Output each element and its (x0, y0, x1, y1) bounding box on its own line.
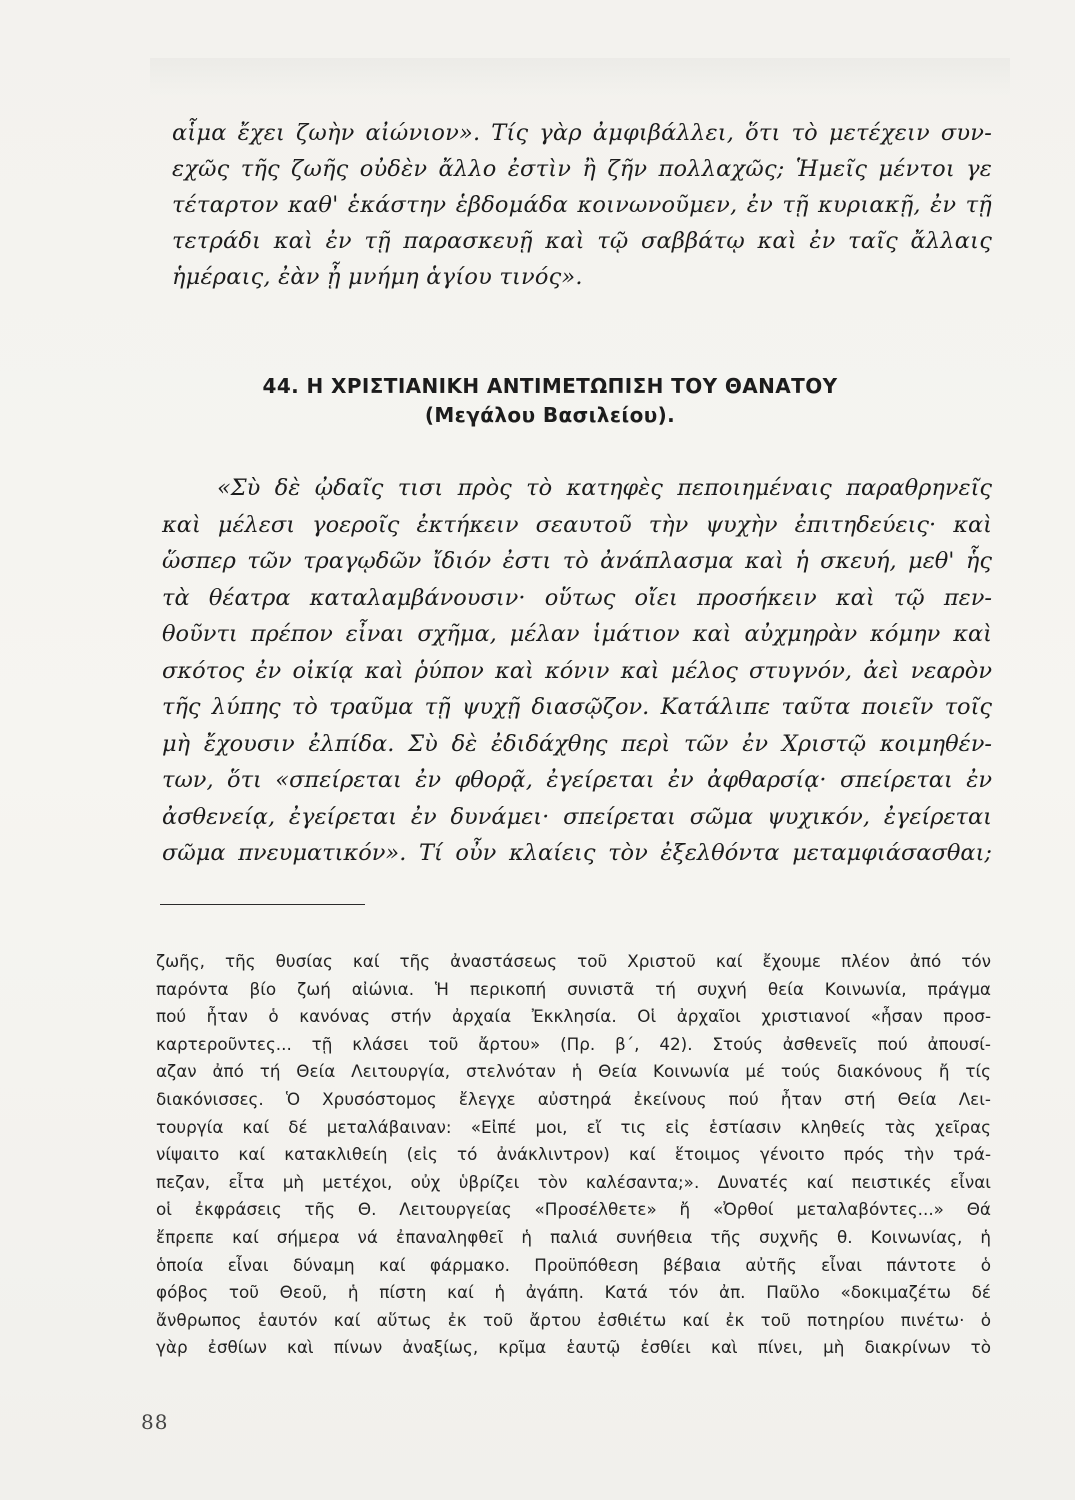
text-line: καὶ μέλεσι γοεροῖς ἐκτήκειν σεαυτοῦ τὴν ψυχὴν ἐπιτηδεύεις· καὶ (162, 511, 992, 538)
text-line: ὁποία εἶναι δύναμη καί φάρμακο. Προϋπόθεση βέβαια αὐτῆς εἶναι πάντοτε ὁ (156, 1254, 991, 1275)
text-line: των, ὅτι «σπείρεται ἐν φθορᾷ, ἐγείρεται ἐν ἀφθαρσίᾳ· σπείρεται ἐν (162, 767, 992, 793)
text-line: νίψαιτο καί κατακλιθείη (εἰς τό ἀνάκλιντρον) καί ἕτοιμος γένοιτο πρός τὴν τρά- (156, 1144, 991, 1165)
text-line: καρτεροῦντες... τῇ κλάσει τοῦ ἄρτου» (Πρ. β΄, 42). Στούς ἀσθενεῖς πού ἀπουσί- (156, 1033, 991, 1054)
section-subtitle: (Μεγάλου Βασιλείου). (424, 403, 676, 427)
text-line: μὴ ἔχουσιν ἐλπίδα. Σὺ δὲ ἐδιδάχθης περὶ τῶν ἐν Χριστῷ κοιμηθέν- (162, 730, 992, 757)
text-line: οἱ ἐκφράσεις τῆς Θ. Λειτουργείας «Προσέλθετε» ἤ «Ὀρθοί μεταλαβόντες...» Θά (156, 1199, 991, 1220)
section-title: 44. Η ΧΡΙΣΤΙΑΝΙΚΗ ΑΝΤΙΜΕΤΩΠΙΣΗ ΤΟΥ ΘΑΝΑΤΟΥ (262, 374, 838, 398)
text-line: σῶμα πνευματικόν». Τί οὖν κλαίεις τὸν ἐξελθόντα μεταμφιάσασθαι; (162, 840, 992, 866)
text-line: πεζαν, εἶτα μὴ μετέχοι, οὐχ ὑβρίζει τὸν καλέσαντα;». Δυνατές καί πειστικές εἶναι (156, 1171, 991, 1192)
text-line: τετράδι καὶ ἐν τῇ παρασκευῇ καὶ τῷ σαββάτῳ καὶ ἐν ταῖς ἄλλαις (172, 228, 992, 254)
text-line: σκότος ἐν οἰκίᾳ καὶ ῥύπον καὶ κόνιν καὶ μέλος στυγνόν, ἀεὶ νεαρὸν (162, 657, 992, 684)
text-line: εχῶς τῆς ζωῆς οὐδὲν ἄλλο ἐστὶν ἢ ζῆν πολλαχῶς; Ἡμεῖς μέντοι γε (172, 156, 992, 182)
text-line: θοῦντι πρέπον εἶναι σχῆμα, μέλαν ἱμάτιον καὶ αὐχμηρὰν κόμην καὶ (162, 621, 992, 647)
show-through-shadow (150, 58, 1010, 98)
footnote-divider (160, 904, 365, 905)
text-line: τὰ θέατρα καταλαμβάνουσιν· οὕτως οἴει προσήκειν καὶ τῷ πεν- (162, 584, 992, 611)
text-line: ἔπρεπε καί σήμερα νά ἐπαναληφθεῖ ἡ παλιά συνήθεια τῆς συχνῆς θ. Κοινωνίας, ἡ (156, 1226, 991, 1247)
quotation-text (162, 470, 992, 872)
text-line: αζαν ἀπό τή Θεία Λειτουργία, στελνόταν ἡ Θεία Κοινωνία μέ τούς διακόνους ἤ τίς (156, 1061, 991, 1082)
page-number: 88 (141, 1410, 169, 1434)
text-line: ἄνθρωπος ἑαυτόν καί αὕτως ἐκ τοῦ ἄρτου ἐσθιέτω καί ἐκ τοῦ ποτηρίου πινέτω· ὁ (156, 1309, 991, 1330)
text-line: διακόνισσες. Ὁ Χρυσόστομος ἔλεγχε αὐστηρά ἐκείνους πού ἦταν στή Θεία Λει- (156, 1088, 991, 1109)
text-line: ἡμέραις, ἐὰν ᾖ μνήμη ἁγίου τινός». (172, 264, 583, 290)
text-line: τῆς λύπης τὸ τραῦμα τῇ ψυχῇ διασῷζον. Κατάλιπε ταῦτα ποιεῖν τοῖς (162, 694, 992, 720)
text-line: αἷμα ἔχει ζωὴν αἰώνιον». Τίς γὰρ ἀμφιβάλλει, ὅτι τὸ μετέχειν συν- (172, 120, 992, 146)
text-line: ἀσθενείᾳ, ἐγείρεται ἐν δυνάμει· σπείρεται σῶμα ψυχικόν, ἐγείρεται (162, 803, 992, 830)
footnote-text (156, 948, 991, 1362)
text-line: ζωῆς, τῆς θυσίας καί τῆς ἀναστάσεως τοῦ Χριστοῦ καί ἔχουμε πλέον ἀπό τόν (156, 951, 991, 971)
section-heading (200, 372, 900, 430)
text-line: πού ἦταν ὁ κανόνας στήν ἀρχαία Ἐκκλησία. Οἱ ἀρχαῖοι χριστιανοί «ἦσαν προσ- (156, 1006, 991, 1027)
text-line: φόβος τοῦ Θεοῦ, ἡ πίστη καί ἡ ἀγάπη. Κατά τόν ἀπ. Παῦλο «δοκιμαζέτω δέ (156, 1282, 991, 1303)
text-line: παρόντα βίο ζωή αἰώνια. Ἡ περικοπή συνιστᾶ τή συχνή θεία Κοινωνία, πράγμα (156, 978, 991, 999)
text-line: γὰρ ἐσθίων καὶ πίνων ἀναξίως, κρῖμα ἑαυτῷ ἐσθίει καὶ πίνει, μὴ διακρίνων τὸ (156, 1337, 991, 1358)
body-text-continuation (172, 115, 992, 295)
text-line: τουργία καί δέ μεταλάβαιναν: «Εἰπέ μοι, εἴ τις εἰς ἑστίασιν κληθείς τὰς χεῖρας (156, 1116, 991, 1137)
text-line: ὥσπερ τῶν τραγῳδῶν ἴδιόν ἐστι τὸ ἀνάπλασμα καὶ ἡ σκευή, μεθ' ἧς (162, 548, 992, 574)
text-line: «Σὺ δὲ ᾠδαῖς τισι πρὸς τὸ κατηφὲς πεποιημέναις παραθρηνεῖς (217, 475, 992, 501)
text-line: τέταρτον καθ' ἑκάστην ἑβδομάδα κοινωνοῦμεν, ἐν τῇ κυριακῇ, ἐν τῇ (172, 192, 992, 218)
